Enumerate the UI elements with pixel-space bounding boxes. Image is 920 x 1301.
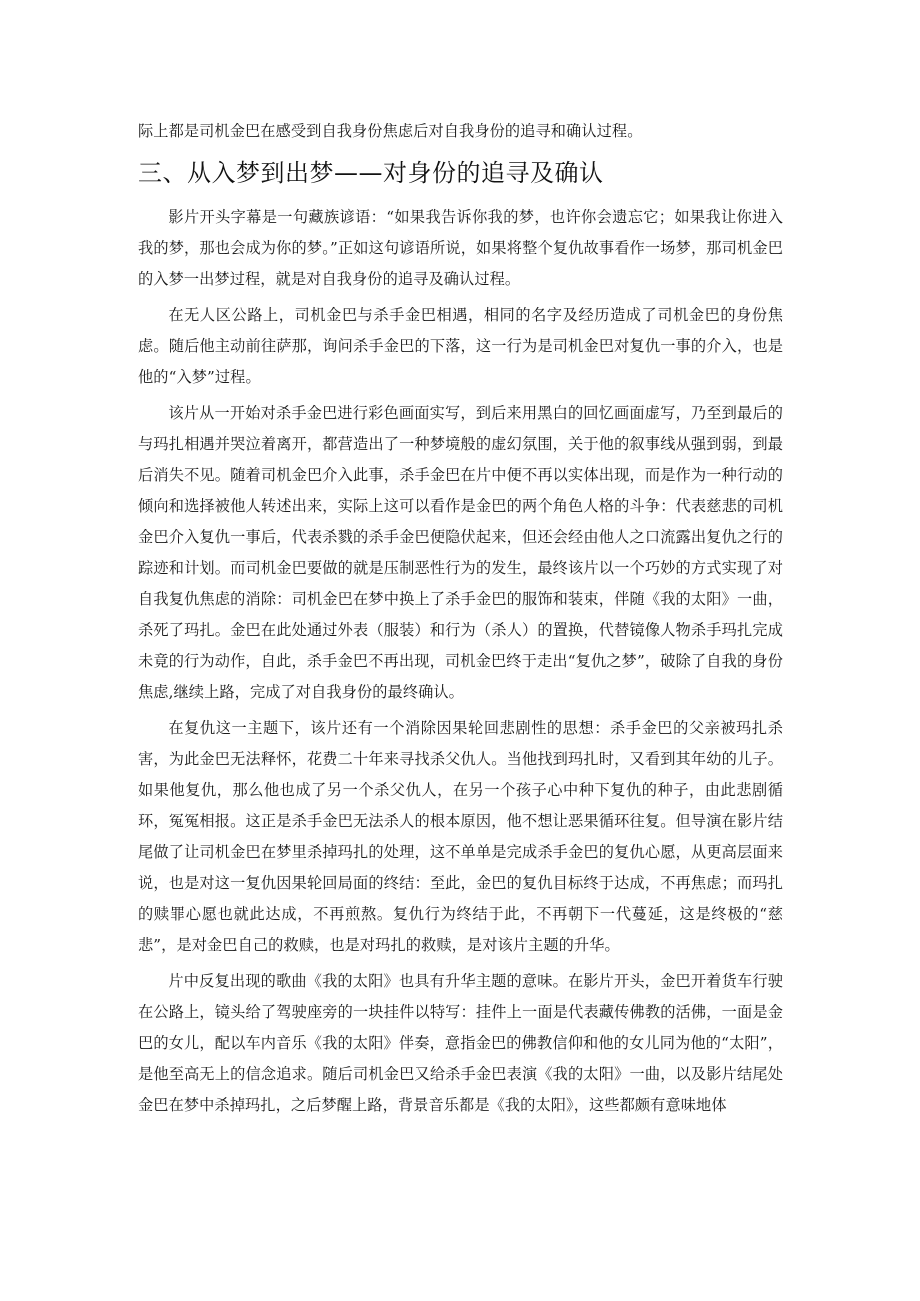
body-paragraph-4: 在复仇这一主题下，该片还有一个消除因果轮回悲剧性的思想：杀手金巴的父亲被玛扎杀害，为此金巴无法释怀，花费二十年来寻找杀父仇人。当他找到玛扎时，又看到其年幼的儿子。如果他复仇，那么他也成了另一个杀父仇人，在另一个孩子心中种下复仇的种子，由此悲剧循环，冤冤相报。这正是杀手金巴无法杀人的根本原因，他不想让恶果循环往复。但导演在影片结尾做了让司机金巴在梦里杀掉玛扎的处理，这不单单是完成杀手金巴的复仇心愿，从更高层面来说，也是对这一复仇因果轮回局面的终结：至此，金巴的复仇目标终于达成，不再焦虑；而玛扎的赎罪心愿也就此达成，不再煎熬。复仇行为终结于此，不再朝下一代蔓延，这是终极的“慈悲”，是对金巴自己的救赎，也是对玛扎的救赎，是对该片主题的升华。 — [138, 719, 783, 954]
body-paragraph-1: 影片开头字幕是一句藏族谚语：“如果我告诉你我的梦，也许你会遗忘它；如果我让你进入我的梦，那也会成为你的梦。”正如这句谚语所说，如果将整个复仇故事看作一场梦，那司机金巴的入梦一出梦过程，就是对自我身份的追寻及确认过程。 — [138, 208, 783, 288]
body-paragraph-2: 在无人区公路上，司机金巴与杀手金巴相遇，相同的名字及经历造成了司机金巴的身份焦虑。随后他主动前往萨那，询问杀手金巴的下落，这一行为是司机金巴对复仇一事的介入，也是他的“入梦”过程。 — [138, 306, 783, 386]
body-paragraph-3: 该片从一开始对杀手金巴进行彩色画面实写，到后来用黑白的回忆画面虚写，乃至到最后的与玛扎相遇并哭泣着离开，都营造出了一种梦境般的虚幻氛围，关于他的叙事线从强到弱，到最后消失不见。随着司机金巴介入此事，杀手金巴在片中便不再以实体出现，而是作为一种行动的倾向和选择被他人转述出来，实际上这可以看作是金巴的两个角色人格的斗争：代表慈悲的司机金巴介入复仇一事后，代表杀戮的杀手金巴便隐伏起来，但还会经由他人之口流露出复仇之行的踪迹和计划。而司机金巴要做的就是压制恶性行为的发生，最终该片以一个巧妙的方式实现了对自我复仇焦虑的消除：司机金巴在梦中换上了杀手金巴的服饰和装束，伴随《我的太阳》一曲，杀死了玛扎。金巴在此处通过外表（服装）和行为（杀人）的置换，代替镜像人物杀手玛扎完成未竟的行为动作，自此，杀手金巴不再出现，司机金巴终于走出“复仇之梦”，破除了自我的身份焦虑,继续上路，完成了对自我身份的最终确认。 — [138, 404, 783, 701]
section-heading: 三、从入梦到出梦——对身份的追寻及确认 — [138, 159, 604, 187]
body-paragraph-5: 片中反复出现的歌曲《我的太阳》也具有升华主题的意味。在影片开头，金巴开着货车行驶在公路上，镜头给了驾驶座旁的一块挂件以特写：挂件上一面是代表藏传佛教的活佛，一面是金巴的女儿，配以车内音乐《我的太阳》伴奏，意指金巴的佛教信仰和他的女儿同为他的“太阳”，是他至高无上的信念追求。随后司机金巴又给杀手金巴表演《我的太阳》一曲，以及影片结尾处金巴在梦中杀掉玛扎，之后梦醒上路，背景音乐都是《我的太阳》，这些都颇有意味地体 — [138, 972, 783, 1114]
lead-paragraph: 际上都是司机金巴在感受到自我身份焦虑后对自我身份的追寻和确认过程。 — [138, 122, 643, 140]
document-page — [138, 116, 783, 1121]
